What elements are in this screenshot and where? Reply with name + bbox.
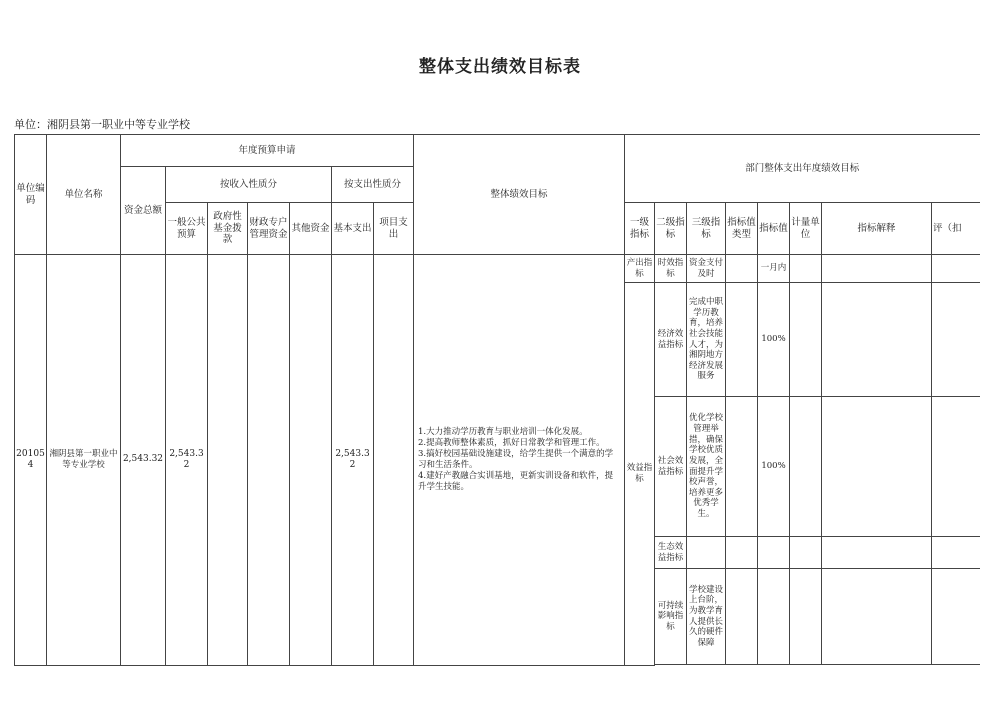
cell-sustainable-level2: 可持续影响指标 [655,569,687,665]
header-unit-name: 单位名称 [47,135,121,255]
cell-special-fund [248,255,290,666]
cell-gov-fund [208,255,248,666]
header-gov-fund: 政府性基金拨款 [208,203,248,255]
cell-economic-eval [932,283,980,397]
cell-sustainable-eval [932,569,980,665]
header-unit-code: 单位编码 [15,135,47,255]
cell-output-explain [822,255,932,283]
cell-total-funds: 2,543.32 [121,255,166,666]
cell-output-level3: 资金支付及时 [687,255,726,283]
unit-label: 单位：湘阴县第一职业中等专业学校 [14,118,190,131]
cell-output-eval [932,255,980,283]
cell-economic-level2: 经济效益指标 [655,283,687,397]
cell-economic-explain [822,283,932,397]
cell-economic-value-type [726,283,758,397]
page-title: 整体支出绩效目标表 [419,57,581,77]
header-basic-exp: 基本支出 [332,203,374,255]
goal-item: 2.提高教师整体素质，抓好日常教学和管理工作。 [418,437,605,448]
header-by-expense: 按支出性质分 [332,167,414,203]
header-annual-budget: 年度预算申请 [121,135,414,167]
header-total-funds: 资金总额 [121,167,166,255]
cell-ecological-level2: 生态效益指标 [655,537,687,569]
header-special-fund: 财政专户管理资金 [248,203,290,255]
cell-output-level1: 产出指标 [625,255,655,283]
cell-output-value-type [726,255,758,283]
header-eval: 评（扣 [932,203,980,255]
cell-ecological-level3 [687,537,726,569]
cell-output-level2: 时效指标 [655,255,687,283]
cell-ecological-explain [822,537,932,569]
cell-social-level3: 优化学校管理举措，确保学校优质发展，全面提升学校声誉，培养更多优秀学生。 [687,397,726,537]
cell-social-eval [932,397,980,537]
cell-social-level2: 社会效益指标 [655,397,687,537]
goal-item: 1.大力推动学历教育与职业培训一体化发展。 [418,426,588,437]
cell-output-value: 一月内 [758,255,790,283]
cell-benefit-level1: 效益指标 [625,283,655,666]
header-explain: 指标解释 [822,203,932,255]
cell-unit-name: 湘阴县第一职业中等专业学校 [47,255,121,666]
cell-ecological-unit [790,537,822,569]
cell-sustainable-explain [822,569,932,665]
cell-social-explain [822,397,932,537]
header-dept-goal: 部门整体支出年度绩效目标 [625,135,980,203]
header-value-type: 指标值类型 [726,203,758,255]
header-project-exp: 项目支出 [374,203,414,255]
cell-general-budget: 2,543.32 [166,255,208,666]
cell-ecological-value-type [726,537,758,569]
cell-other-fund [290,255,332,666]
cell-basic-exp: 2,543.32 [332,255,374,666]
cell-output-unit [790,255,822,283]
cell-unit-code: 201054 [15,255,47,666]
cell-social-value: 100% [758,397,790,537]
cell-social-unit [790,397,822,537]
header-level1: 一级指标 [625,203,655,255]
cell-economic-unit [790,283,822,397]
cell-ecological-eval [932,537,980,569]
header-value: 指标值 [758,203,790,255]
cell-social-value-type [726,397,758,537]
cell-project-exp [374,255,414,666]
cell-economic-value: 100% [758,283,790,397]
cell-sustainable-value-type [726,569,758,665]
header-other-fund: 其他资金 [290,203,332,255]
cell-ecological-value [758,537,790,569]
performance-table [14,134,980,666]
header-level2: 二级指标 [655,203,687,255]
goal-item: 4.建好产教融合实训基地，更新实训设备和软件，提升学生技能。 [418,470,614,492]
cell-economic-level3: 完成中职学历教育，培养社会技能人才，为湘阴地方经济发展服务 [687,283,726,397]
cell-overall-goal [414,255,625,666]
cell-sustainable-level3: 学校建设上台阶，为教学育人提供长久的硬件保障 [687,569,726,665]
goal-item: 3.搞好校园基础设施建设，给学生提供一个满意的学习和生活条件。 [418,448,614,470]
header-level3: 三级指标 [687,203,726,255]
header-by-income: 按收入性质分 [166,167,332,203]
cell-sustainable-value [758,569,790,665]
cell-sustainable-unit [790,569,822,665]
header-general-budget: 一般公共预算 [166,203,208,255]
header-overall-goal: 整体绩效目标 [414,135,625,255]
header-measure-unit: 计量单位 [790,203,822,255]
